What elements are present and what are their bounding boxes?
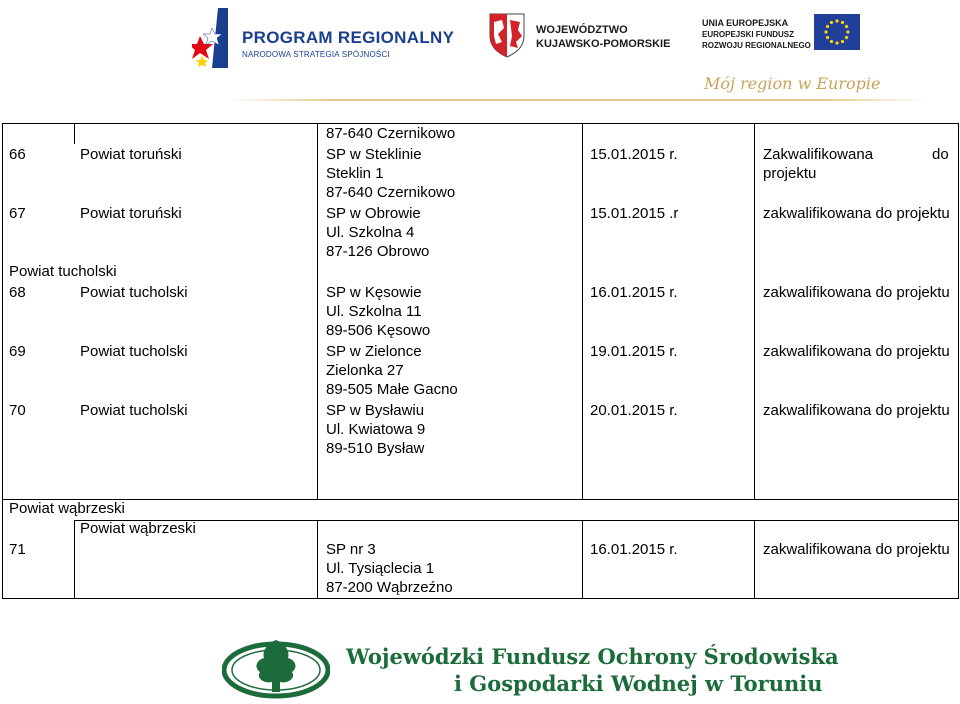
- row-number: 67: [9, 205, 26, 222]
- header-divider: [228, 99, 928, 101]
- address-line: Zielonka 27: [326, 362, 404, 379]
- table-border: [317, 123, 318, 499]
- status-cell: zakwalifikowana do projektu: [763, 205, 950, 222]
- address-line: 87-200 Wąbrzeźno: [326, 579, 453, 596]
- status-cell: zakwalifikowana do projektu: [763, 284, 950, 301]
- table-border: [582, 123, 583, 499]
- district-name: Powiat tucholski: [80, 343, 188, 360]
- table-border: [2, 598, 959, 599]
- row-number: 71: [9, 541, 26, 558]
- eu-logo: [702, 14, 862, 64]
- voivodeship-line2: KUJAWSKO-POMORSKIE: [536, 38, 671, 50]
- wfosigw-logo: [222, 636, 839, 702]
- page-header: [0, 0, 960, 112]
- program-star-icon: [192, 6, 232, 68]
- address-line: 87-126 Obrowo: [326, 243, 430, 260]
- voivodeship-crest-icon: [488, 12, 526, 58]
- footer-line2: i Gospodarki Wodnej w Toruniu: [454, 671, 823, 696]
- program-title: PROGRAM REGIONALNY: [242, 28, 455, 47]
- district-name: Powiat toruński: [80, 205, 182, 222]
- slogan: Mój region w Europie: [704, 74, 881, 93]
- table-border: [2, 499, 959, 500]
- eu-line1: UNIA EUROPEJSKA: [702, 18, 789, 28]
- table-border: [582, 520, 583, 599]
- address-line: Ul. Kwiatowa 9: [326, 421, 426, 438]
- status-cell: do: [932, 146, 949, 163]
- school-name: SP w Steklinie: [326, 146, 422, 163]
- section-heading: Powiat wąbrzeski: [9, 500, 125, 517]
- district-name: Powiat tucholski: [80, 284, 188, 301]
- district-name: Powiat wąbrzeski: [80, 520, 196, 537]
- address-line: 89-510 Bysław: [326, 440, 425, 457]
- address-line: Ul. Szkolna 11: [326, 303, 422, 320]
- voivodeship-logo: [488, 12, 671, 62]
- table-border: [958, 123, 959, 599]
- table-border: [74, 520, 959, 521]
- district-name: Powiat toruński: [80, 146, 182, 163]
- status-cell: zakwalifikowana do projektu: [763, 541, 950, 558]
- voivodeship-line1: WOJEWÓDZTWO: [536, 24, 628, 36]
- table-border: [317, 520, 318, 599]
- school-name: SP w Zielonce: [326, 343, 422, 360]
- address-line: Steklin 1: [326, 165, 384, 182]
- status-cell: Zakwalifikowana: [763, 146, 874, 163]
- table-border: [754, 520, 755, 599]
- school-name: SP w Bysławiu: [326, 402, 425, 419]
- address-line: Ul. Tysiąclecia 1: [326, 560, 435, 577]
- row-number: 70: [9, 402, 26, 419]
- school-name: SP nr 3: [326, 541, 376, 558]
- footer-line1: Wojewódzki Fundusz Ochrony Środowiska: [346, 644, 839, 669]
- address-line: Ul. Szkolna 4: [326, 224, 415, 241]
- eu-line2: EUROPEJSKI FUNDUSZ: [702, 30, 795, 39]
- date-cell: 19.01.2015 r.: [590, 343, 678, 360]
- row-number: 69: [9, 343, 26, 360]
- address-line: 87-640 Czernikowo: [326, 184, 456, 201]
- section-heading: Powiat tucholski: [9, 263, 117, 280]
- date-cell: 15.01.2015 r.: [590, 146, 678, 163]
- district-name: Powiat tucholski: [80, 402, 188, 419]
- program-regionalny-logo: [192, 6, 455, 68]
- status-cell: zakwalifikowana do projektu: [763, 402, 950, 419]
- date-cell: 16.01.2015 r.: [590, 541, 678, 558]
- row-number: 66: [9, 146, 26, 163]
- address-line: 87-640 Czernikowo: [326, 125, 456, 142]
- table-border: [754, 123, 755, 499]
- program-subtitle: NARODOWA STRATEGIA SPÓJNOŚCI: [242, 50, 390, 59]
- table-border: [74, 123, 75, 144]
- tree-emblem-icon: [222, 636, 330, 700]
- date-cell: 20.01.2015 r.: [590, 402, 678, 419]
- table-border: [74, 520, 75, 599]
- school-name: SP w Obrowie: [326, 205, 421, 222]
- eu-line3: ROZWOJU REGIONALNEGO: [702, 41, 811, 50]
- address-line: 89-506 Kęsowo: [326, 322, 431, 339]
- status-cell: zakwalifikowana do projektu: [763, 343, 950, 360]
- row-number: 68: [9, 284, 26, 301]
- status-cell: projektu: [763, 165, 817, 182]
- date-cell: 16.01.2015 r.: [590, 284, 678, 301]
- date-cell: 15.01.2015 .r: [590, 205, 679, 222]
- school-name: SP w Kęsowie: [326, 284, 422, 301]
- table-border: [2, 123, 3, 599]
- address-line: 89-505 Małe Gacno: [326, 381, 458, 398]
- table-border: [2, 123, 959, 124]
- eu-flag-icon: [814, 14, 860, 50]
